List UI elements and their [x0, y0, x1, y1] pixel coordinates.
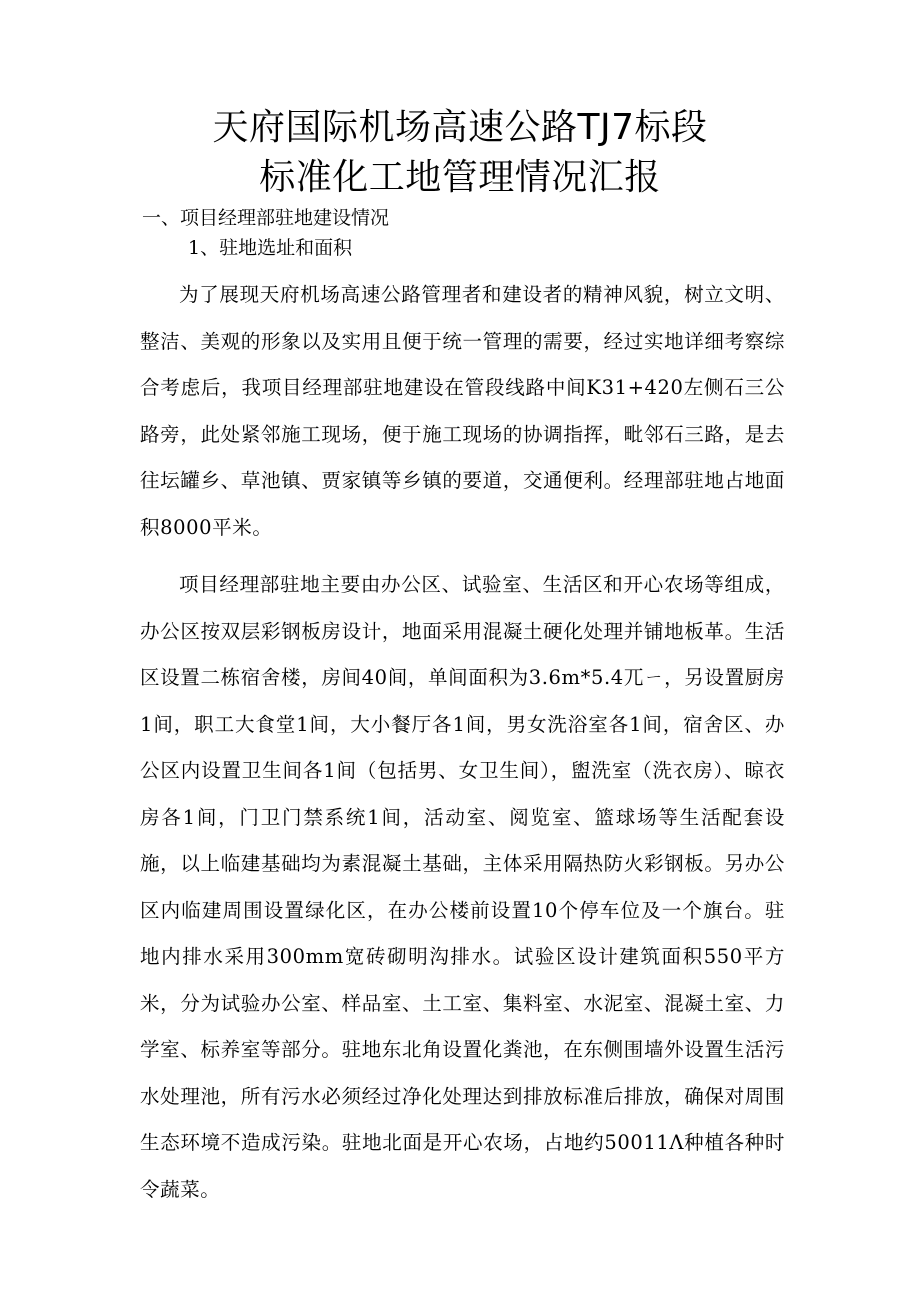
document-title-line-2: 标准化工地管理情况汇报	[259, 157, 661, 198]
body-paragraph-site-selection: 为了展现天府机场高速公路管理者和建设者的精神风貌，树立文明、整洁、美观的形象以及实用且便于统一管理的需要，经过实地详细考察综合考虑后，我项目经理部驻地建设在管段线路中间K31+420左侧石三公路旁，此处紧邻施工现场，便于施工现场的协调指挥，毗邻石三路，是去往坛罐乡、草池镇、贾家镇等乡镇的要道，交通便利。经理部驻地占地面积8000平米。	[140, 283, 785, 539]
document-title-line-1: 天府国际机场高速公路TJ7标段	[212, 107, 708, 148]
body-paragraph-site-composition: 项目经理部驻地主要由办公区、试验室、生活区和开心农场等组成，办公区按双层彩钢板房设计，地面采用混凝土硬化处理并铺地板革。生活区设置二栋宿舍楼，房间40间，单间面积为3.6m*5.4ㄫㄧ，另设置厨房1间，职工大食堂1间，大小餐厅各1间，男女洗浴室各1间，宿舍区、办公区内设置卫生间各1间（包括男、女卫生间），盥洗室（洗衣房）、晾衣房各1间，门卫门禁系统1间，活动室、阅览室、篮球场等生活配套设施，以上临建基础均为素混凝土基础，主体采用隔热防火彩钢板。另办公区内临建周围设置绿化区，在办公楼前设置10个停车位及一个旗台。驻地内排水采用300mm宽砖砌明沟排水。试验区设计建筑面积550平方米，分为试验办公室、样品室、土工室、集料室、水泥室、混凝土室、力学室、标养室等部分。驻地东北角设置化粪池，在东侧围墙外设置生活污水处理池，所有污水必须经过净化处理达到排放标准后排放，确保对周围生态环境不造成污染。驻地北面是开心农场，占地约50011Λ种植各种时令蔬菜。	[140, 573, 785, 1201]
section-heading: 一、项目经理部驻地建设情况	[142, 207, 390, 229]
subsection-heading: 1、驻地选址和面积	[188, 237, 353, 259]
